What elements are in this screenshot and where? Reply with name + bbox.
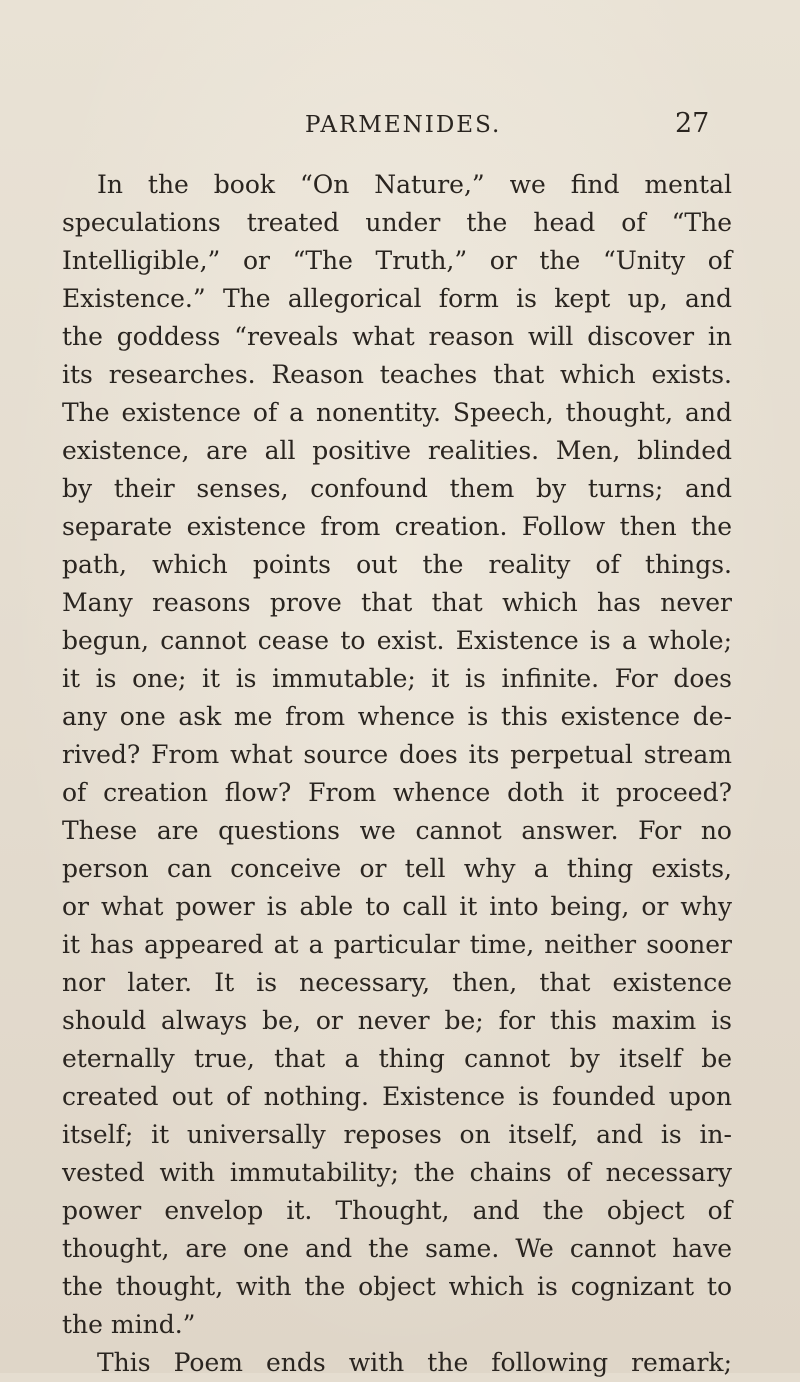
text-line: vested with immutability; the chains of necessary [62, 1158, 732, 1187]
text-line: the thought, with the object which is cognizant to [62, 1272, 732, 1301]
body-text [62, 166, 732, 1382]
text-line: This Poem ends with the following remark; [97, 1348, 732, 1377]
text-line: power envelop it. Thought, and the object of [62, 1196, 732, 1225]
running-head [0, 108, 800, 152]
text-line: created out of nothing. Existence is founded upon [62, 1082, 732, 1111]
text-line: person can conceive or tell why a thing exists, [62, 854, 732, 883]
text-line: nor later. It is necessary, then, that existence [62, 968, 732, 997]
text-line: path, which points out the reality of things. [62, 550, 732, 579]
text-line: of creation flow? From whence doth it proceed? [62, 778, 732, 807]
text-line: existence, are all positive realities. Men, blinded [62, 436, 732, 465]
text-line: rived? From what source does its perpetual stream [62, 740, 732, 769]
text-line: its researches. Reason teaches that which exists. [62, 360, 732, 389]
text-line: the goddess “reveals what reason will discover in [62, 322, 732, 351]
text-line: eternally true, that a thing cannot by itself be [62, 1044, 732, 1073]
text-line: These are questions we cannot answer. For no [62, 816, 732, 845]
text-line: In the book “On Nature,” we find mental [97, 170, 732, 199]
text-line: the mind.” [62, 1310, 196, 1339]
text-line: thought, are one and the same. We cannot have [62, 1234, 732, 1263]
text-line: by their senses, confound them by turns; and [62, 474, 732, 503]
text-line: Existence.” The allegorical form is kept up, and [62, 284, 732, 313]
text-line: Many reasons prove that that which has never [62, 588, 732, 617]
text-line: begun, cannot cease to exist. Existence is a whole; [62, 626, 732, 655]
text-line: itself; it universally reposes on itself, and is in- [62, 1120, 732, 1149]
text-line: The existence of a nonentity. Speech, thought, and [62, 398, 732, 427]
text-line: separate existence from creation. Follow then the [62, 512, 732, 541]
text-line: or what power is able to call it into being, or why [62, 892, 732, 921]
text-line: any one ask me from whence is this existence de- [62, 702, 732, 731]
page-number: 27 [675, 108, 710, 139]
text-line: it is one; it is immutable; it is infinite. For does [62, 664, 732, 693]
running-title: PARMENIDES. [305, 112, 502, 138]
text-line: it has appeared at a particular time, neither sooner [62, 930, 732, 959]
text-line: speculations treated under the head of “The [62, 208, 732, 237]
text-line: should always be, or never be; for this maxim is [62, 1006, 732, 1035]
text-line: Intelligible,” or “The Truth,” or the “Unity of [62, 246, 732, 275]
